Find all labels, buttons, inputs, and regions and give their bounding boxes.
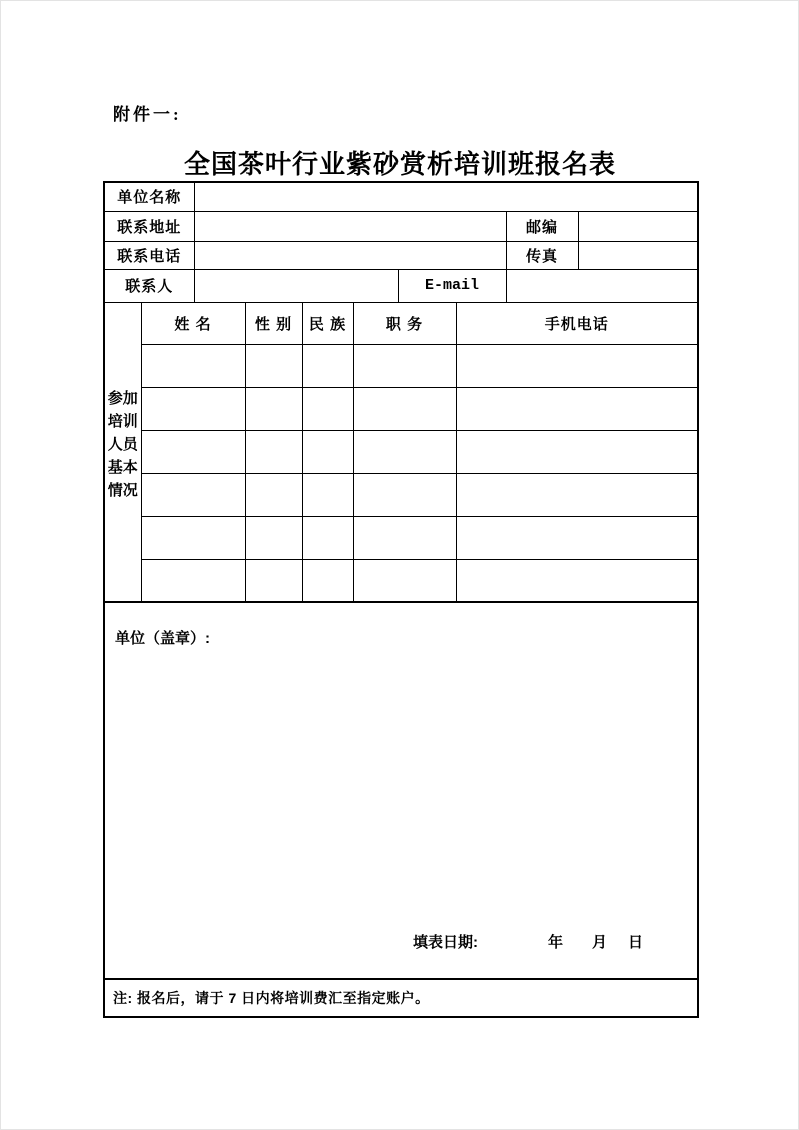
year-label: 年: [548, 934, 564, 951]
address-field[interactable]: [194, 211, 506, 241]
participant-row: [104, 559, 698, 602]
registration-form-table: [103, 181, 699, 1018]
participant-position-field[interactable]: [353, 559, 456, 602]
email-field[interactable]: [506, 269, 698, 302]
participant-position-field[interactable]: [353, 430, 456, 473]
row-address: [104, 211, 698, 241]
seal-date-cell: [104, 602, 698, 979]
participant-ethnicity-field[interactable]: [302, 387, 353, 430]
section-label-line: 情况: [107, 482, 138, 500]
participant-row: [104, 344, 698, 387]
participant-name-field[interactable]: [141, 473, 245, 516]
participant-position-field[interactable]: [353, 387, 456, 430]
participant-gender-field[interactable]: [245, 559, 302, 602]
row-unit-name: [104, 182, 698, 211]
participant-mobile-field[interactable]: [456, 473, 698, 516]
row-contact: [104, 269, 698, 302]
col-header-mobile: 手机电话: [456, 302, 698, 344]
col-header-gender: 性 别: [245, 302, 302, 344]
col-header-position: 职 务: [353, 302, 456, 344]
attachment-label: 附件一:: [113, 105, 182, 124]
row-participants-header: [104, 302, 698, 344]
fill-date-line: [105, 931, 697, 978]
month-label: 月: [592, 934, 608, 951]
form-title: 全国茶叶行业紫砂赏析培训班报名表: [183, 150, 616, 179]
participant-row: [104, 516, 698, 559]
participant-gender-field[interactable]: [245, 344, 302, 387]
section-label-line: 人员: [107, 436, 138, 454]
section-label-line: 培训: [107, 413, 138, 431]
address-label: 联系地址: [104, 211, 194, 241]
fax-label: 传真: [506, 241, 578, 269]
participant-row: [104, 473, 698, 516]
participant-name-field[interactable]: [141, 344, 245, 387]
participant-gender-field[interactable]: [245, 473, 302, 516]
participant-mobile-field[interactable]: [456, 559, 698, 602]
row-note: [104, 979, 698, 1017]
participant-row: [104, 430, 698, 473]
participant-position-field[interactable]: [353, 344, 456, 387]
unit-name-field[interactable]: [194, 182, 698, 211]
participant-ethnicity-field[interactable]: [302, 473, 353, 516]
contact-person-label: 联系人: [104, 269, 194, 302]
section-label-line: 基本: [107, 459, 138, 477]
participant-ethnicity-field[interactable]: [302, 430, 353, 473]
phone-field[interactable]: [194, 241, 506, 269]
participant-name-field[interactable]: [141, 559, 245, 602]
unit-seal-label: 单位（盖章）:: [115, 630, 210, 647]
col-header-ethnicity: 民 族: [302, 302, 353, 344]
row-seal-and-date: [104, 602, 698, 979]
postal-code-label: 邮编: [506, 211, 578, 241]
participant-gender-field[interactable]: [245, 430, 302, 473]
participant-name-field[interactable]: [141, 516, 245, 559]
participant-position-field[interactable]: [353, 473, 456, 516]
note-text: 注: 报名后，请于 7 日内将培训费汇至指定账户。: [104, 979, 698, 1017]
postal-code-field[interactable]: [578, 211, 698, 241]
participant-ethnicity-field[interactable]: [302, 344, 353, 387]
participant-row: [104, 387, 698, 430]
participant-ethnicity-field[interactable]: [302, 516, 353, 559]
participants-section-label: [104, 302, 141, 602]
row-phone: [104, 241, 698, 269]
unit-name-label: 单位名称: [104, 182, 194, 211]
participant-mobile-field[interactable]: [456, 387, 698, 430]
email-label: E-mail: [398, 269, 506, 302]
participant-mobile-field[interactable]: [456, 344, 698, 387]
fill-date-label: 填表日期:: [413, 934, 478, 951]
participant-gender-field[interactable]: [245, 516, 302, 559]
phone-label: 联系电话: [104, 241, 194, 269]
participant-ethnicity-field[interactable]: [302, 559, 353, 602]
participant-mobile-field[interactable]: [456, 430, 698, 473]
participant-name-field[interactable]: [141, 430, 245, 473]
participant-gender-field[interactable]: [245, 387, 302, 430]
fax-field[interactable]: [578, 241, 698, 269]
day-label: 日: [628, 934, 644, 951]
section-label-line: 参加: [107, 390, 138, 408]
participant-name-field[interactable]: [141, 387, 245, 430]
participant-mobile-field[interactable]: [456, 516, 698, 559]
participant-position-field[interactable]: [353, 516, 456, 559]
col-header-name: 姓 名: [141, 302, 245, 344]
contact-person-field[interactable]: [194, 269, 398, 302]
